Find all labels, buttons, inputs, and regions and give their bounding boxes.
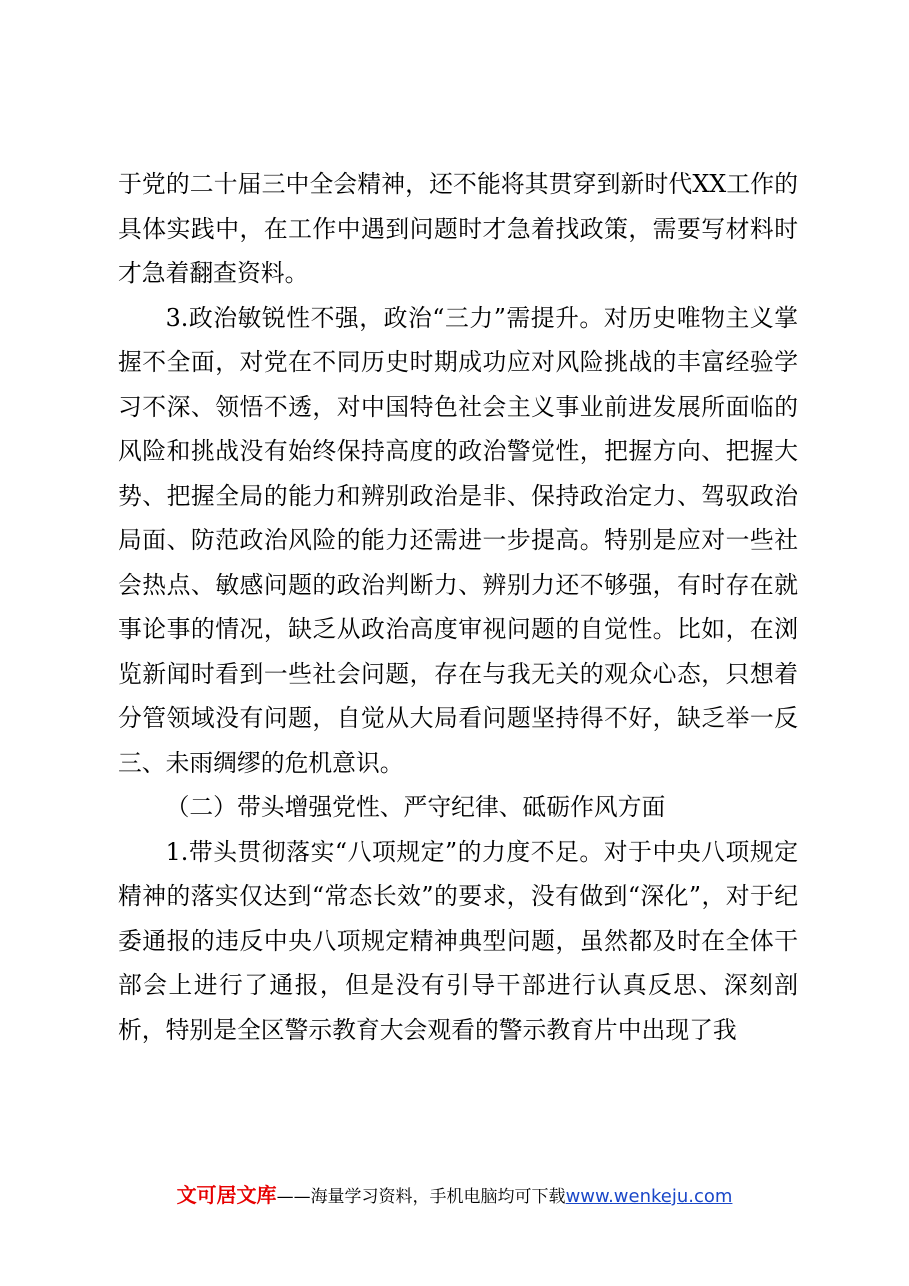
footer-separator: —— — [276, 1187, 311, 1207]
footer-tagline: 海量学习资料，手机电脑均可下载 — [310, 1187, 566, 1207]
paragraph-eight-regulations: 1.带头贯彻落实“八项规定”的力度不足。对于中央八项规定精神的落实仅达到“常态长效”的要求，没有做到“深化”，对于纪委通报的违反中央八项规定精神典型问题，虽然都及时在全体干部会上进行了通报，但是没有引导干部进行认真反思、深刻剖析，特别是全区警示教育大会观看的警示教育片中出现了我 — [118, 837, 798, 1044]
document-body — [118, 162, 798, 1052]
page-footer — [0, 1181, 909, 1211]
footer-brand: 文可居文库 — [176, 1183, 277, 1207]
paragraph-political-sensitivity: 3.政治敏锐性不强，政治“三力”需提升。对历史唯物主义掌握不全面，对党在不同历史时期成功应对风险挑战的丰富经验学习不深、领悟不透，对中国特色社会主义事业前进发展所面临的风险和挑战没有始终保持高度的政治警觉性，把握方向、把握大势、把握全局的能力和辨别政治是非、保持政治定力、驾驭政治局面、防范政治风险的能力还需进一步提高。特别是应对一些社会热点、敏感问题的政治判断力、辨别力还不够强，有时存在就事论事的情况，缺乏从政治高度审视问题的自觉性。比如，在浏览新闻时看到一些社会问题，存在与我无关的观众心态，只想着分管领域没有问题，自觉从大局看问题坚持得不好，缺乏举一反三、未雨绸缪的危机意识。 — [118, 303, 798, 777]
footer-website-link[interactable]: www.wenkeju.com — [565, 1186, 733, 1207]
paragraph-continuation: 于党的二十届三中全会精神，还不能将其贯穿到新时代XX工作的具体实践中，在工作中遇到问题时才急着找政策，需要写材料时才急着翻查资料。 — [118, 170, 798, 287]
section-heading-party-discipline: （二）带头增强党性、严守纪律、砥砺作风方面 — [165, 793, 666, 821]
